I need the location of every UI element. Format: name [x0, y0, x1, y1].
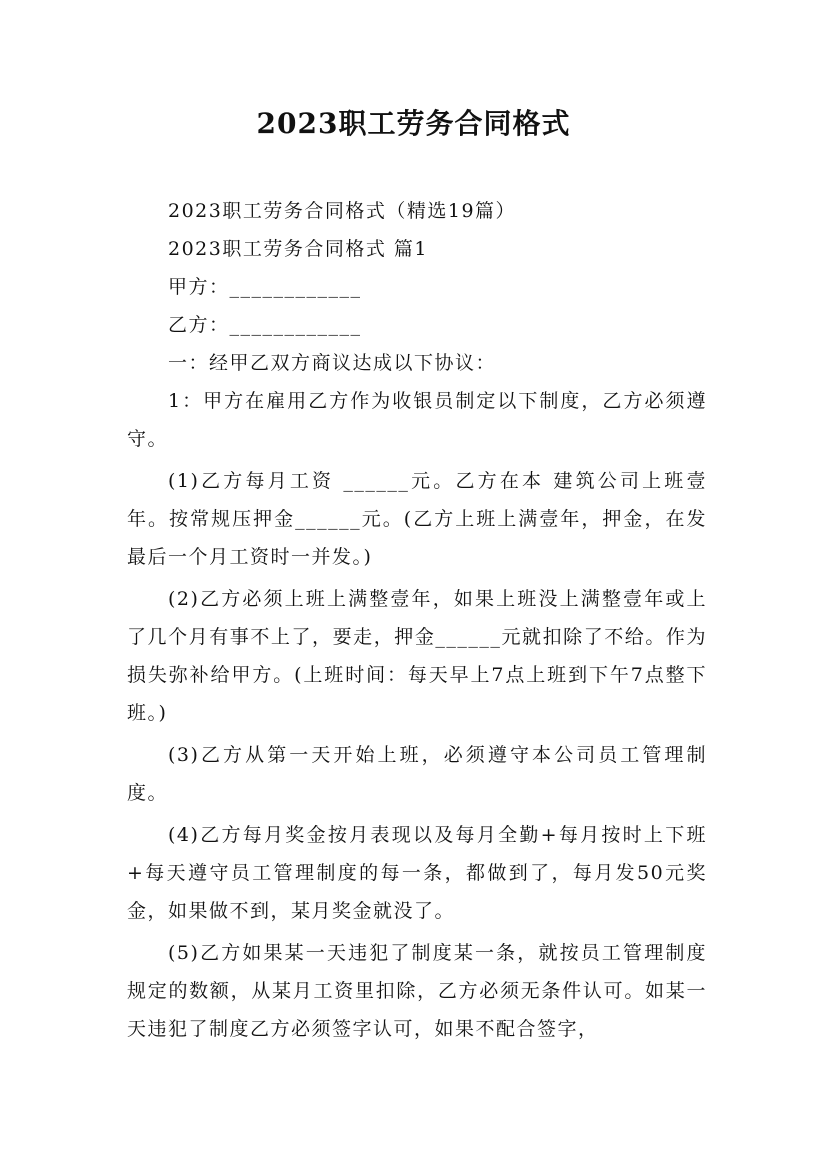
clause-1-1: (1)乙方每月工资 ______元。乙方在本 建筑公司上班壹年。按常规压押金______元。(乙方上班上满壹年，押金，在发最后一个月工资时一并发。): [127, 470, 707, 568]
document-body: [127, 192, 707, 1052]
agreement-intro: 一：经甲乙双方商议达成以下协议：: [168, 352, 497, 374]
clause-1-5: (5)乙方如果某一天违犯了制度某一条，就按员工管理制度规定的数额，从某月工资里扣除，乙方必须无条件认可。如某一天违犯了制度乙方必须签字认可，如果不配合签字，: [127, 942, 707, 1040]
subtitle-line: 2023职工劳务合同格式（精选19篇）: [168, 200, 517, 222]
clause-1-2: (2)乙方必须上班上满整壹年，如果上班没上满整壹年或上了几个月有事不上了，要走，押金______元就扣除了不给。作为损失弥补给甲方。(上班时间：每天早上7点上班到下午7点整下班。): [127, 588, 707, 724]
party-b-line: 乙方：____________: [168, 314, 362, 336]
party-a-line: 甲方：____________: [168, 276, 362, 298]
clause-1-3: (3)乙方从第一天开始上班，必须遵守本公司员工管理制度。: [127, 744, 707, 804]
document-title: 2023职工劳务合同格式: [256, 107, 571, 140]
clause-1-4: (4)乙方每月奖金按月表现以及每月全勤+每月按时上下班+每天遵守员工管理制度的每一条，都做到了，每月发50元奖金，如果做不到，某月奖金就没了。: [127, 824, 707, 922]
clause-1: 1：甲方在雇用乙方作为收银员制定以下制度，乙方必须遵守。: [127, 390, 707, 450]
section-heading: 2023职工劳务合同格式 篇1: [168, 238, 428, 260]
